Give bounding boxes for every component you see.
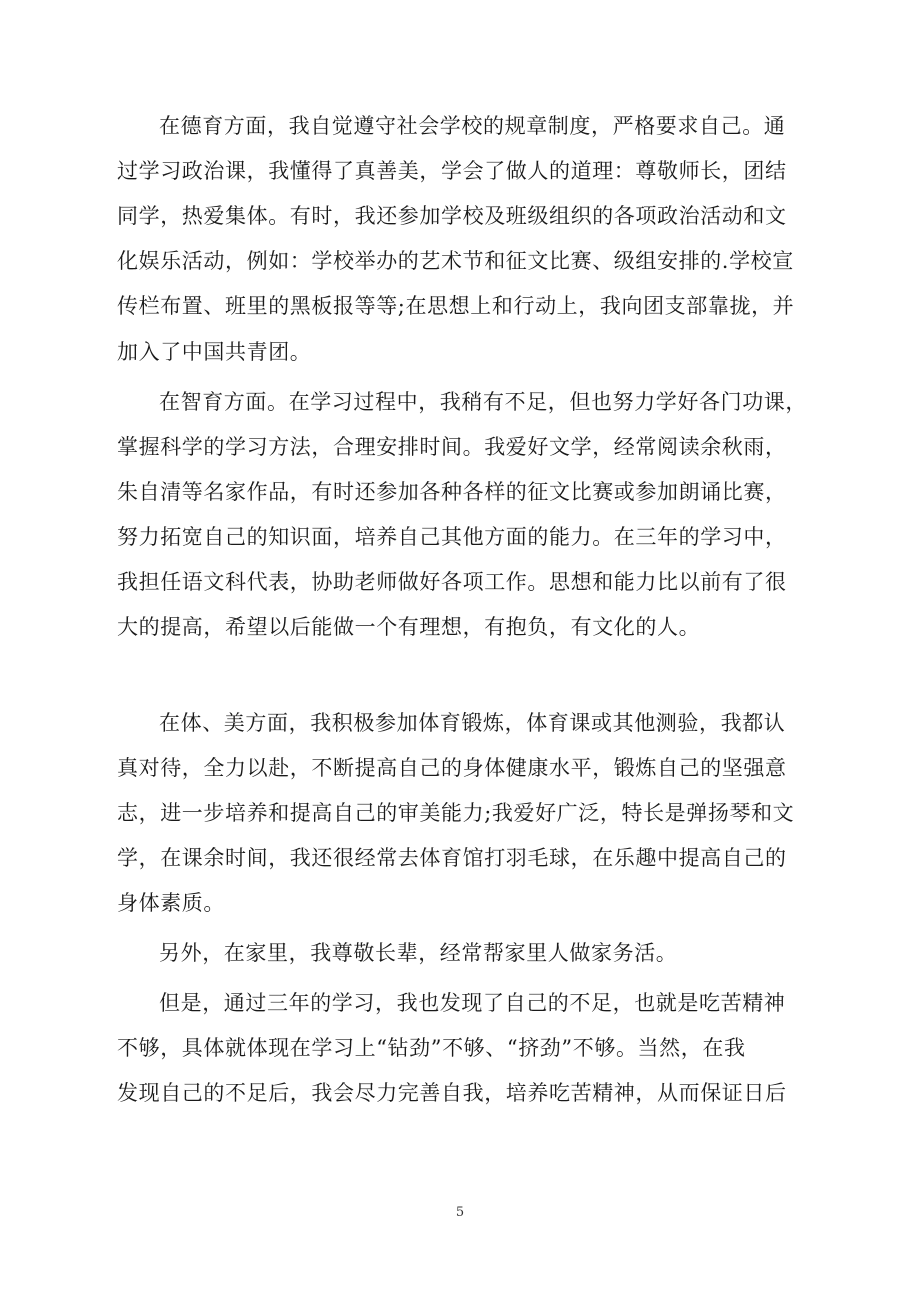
paragraph-line: 朱自清等名家作品，有时还参加各种各样的征文比赛或参加朗诵比赛， <box>117 480 787 504</box>
paragraph-line: 化娱乐活动，例如：学校举办的艺术节和征文比赛、级组安排的.学校宣 <box>117 249 794 273</box>
paragraph-line: 在德育方面，我自觉遵守社会学校的规章制度，严格要求自己。通 <box>159 114 786 138</box>
paragraph-line: 加入了中国共青团。 <box>117 340 312 364</box>
paragraph-line: 在智育方面。在学习过程中，我稍有不足，但也努力学好各门功课， <box>159 390 807 414</box>
paragraph-line: 不够，具体就体现在学习上“钻劲”不够、“挤劲”不够。当然，在我 <box>117 1036 746 1060</box>
paragraph-line: 传栏布置、班里的黑板报等等;在思想上和行动上，我向团支部靠拢，并 <box>117 294 795 318</box>
paragraph-line: 发现自己的不足后，我会尽力完善自我，培养吃苦精神，从而保证日后 <box>117 1081 787 1105</box>
paragraph-line: 努力拓宽自己的知识面，培养自己其他方面的能力。在三年的学习中， <box>117 525 787 549</box>
paragraph-line: 在体、美方面，我积极参加体育锻炼，体育课或其他测验，我都认 <box>159 711 786 735</box>
paragraph-line: 学，在课余时间，我还很经常去体育馆打羽毛球，在乐趣中提高自己的 <box>117 846 787 870</box>
page-number: 5 <box>455 1205 465 1220</box>
paragraph-line: 志，进一步培养和提高自己的审美能力;我爱好广泛，特长是弹扬琴和文 <box>117 801 795 825</box>
paragraph-line: 真对待，全力以赴，不断提高自己的身体健康水平，锻炼自己的坚强意 <box>117 756 787 780</box>
paragraph-line: 过学习政治课，我懂得了真善美，学会了做人的道理：尊敬师长，团结 <box>117 159 787 183</box>
paragraph-line: 身体素质。 <box>117 891 225 915</box>
paragraph-line: 我担任语文科代表，协助老师做好各项工作。思想和能力比以前有了很 <box>117 570 787 594</box>
paragraph-line: 但是，通过三年的学习，我也发现了自己的不足，也就是吃苦精神 <box>159 991 786 1015</box>
paragraph-line: 同学，热爱集体。有时，我还参加学校及班级组织的各项政治活动和文 <box>117 204 787 228</box>
paragraph-line: 掌握科学的学习方法，合理安排时间。我爱好文学，经常阅读余秋雨， <box>117 435 787 459</box>
paragraph-line: 另外，在家里，我尊敬长辈，经常帮家里人做家务活。 <box>159 941 678 965</box>
paragraph-line: 大的提高，希望以后能做一个有理想，有抱负，有文化的人。 <box>117 615 701 639</box>
